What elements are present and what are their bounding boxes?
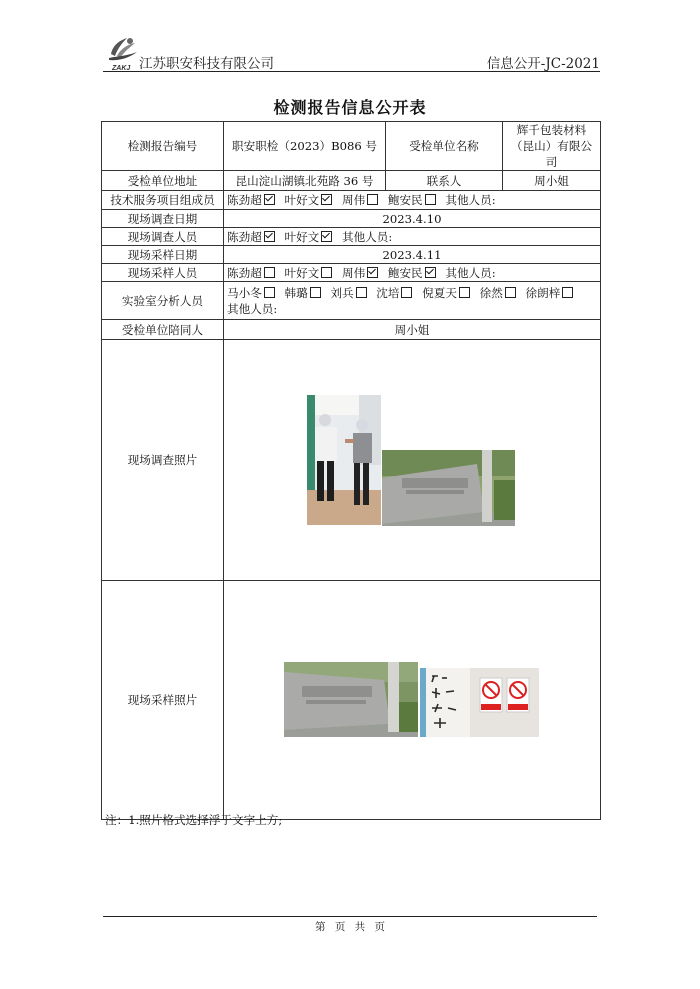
team-other: 其他人员: xyxy=(445,193,496,207)
checkbox-empty-icon[interactable] xyxy=(264,267,275,278)
lab-analyst-6: 徐朗梓 xyxy=(525,285,561,300)
footer-rule xyxy=(103,916,597,917)
survey-date-value: 2023.4.10 xyxy=(224,210,601,228)
sampling-photos-label: 现场采样照片 xyxy=(102,581,224,820)
checkbox-empty-icon[interactable] xyxy=(425,194,436,205)
lab-other: 其他人员: xyxy=(227,301,278,316)
team-member-0: 陈劲超 xyxy=(227,193,262,207)
survey-photo-workshop xyxy=(307,395,381,525)
checkbox-checked-icon[interactable] xyxy=(425,267,436,278)
sampler-0: 陈劲超 xyxy=(227,265,262,280)
unit-name-value: 辉千包装材料（昆山）有限公司 xyxy=(503,122,601,171)
checkbox-empty-icon[interactable] xyxy=(321,267,332,278)
surveyors-label: 现场调查人员 xyxy=(102,228,224,246)
sampling-photos-cell xyxy=(224,581,601,820)
sampling-photo-notices xyxy=(420,668,539,737)
page-title: 检测报告信息公开表 xyxy=(273,98,427,117)
checkbox-empty-icon[interactable] xyxy=(401,287,412,298)
row-escort xyxy=(102,320,601,340)
surveyors-other: 其他人员: xyxy=(341,229,393,244)
survey-photo-sign xyxy=(382,450,515,526)
sampler-2: 周伟 xyxy=(341,265,366,280)
company-name: 江苏职安科技有限公司 xyxy=(139,56,274,72)
row-sampling-photos xyxy=(102,581,601,820)
checkbox-checked-icon[interactable] xyxy=(321,231,332,242)
surveyors xyxy=(224,228,601,246)
page-footer: 第 页 共 页 xyxy=(314,921,385,933)
footnote: 注：1.照片格式选择浮于文字上方; xyxy=(105,813,283,827)
row-team xyxy=(102,191,601,210)
samplers xyxy=(224,264,601,282)
sampler-1: 叶好文 xyxy=(284,265,320,280)
team-member-1: 叶好文 xyxy=(284,193,320,207)
lab-label: 实验室分析人员 xyxy=(102,282,224,320)
samplers-label: 现场采样人员 xyxy=(102,264,224,282)
row-report-number xyxy=(102,122,601,171)
report-number-label: 检测报告编号 xyxy=(102,122,224,171)
checkbox-empty-icon[interactable] xyxy=(356,287,367,298)
survey-photos-cell xyxy=(224,340,601,581)
row-survey-photos xyxy=(102,340,601,581)
checkbox-checked-icon[interactable] xyxy=(264,194,275,205)
checkbox-empty-icon[interactable] xyxy=(310,287,321,298)
checkbox-empty-icon[interactable] xyxy=(459,287,470,298)
row-samplers xyxy=(102,264,601,282)
row-address xyxy=(102,171,601,191)
survey-date-label: 现场调查日期 xyxy=(102,210,224,228)
contact-value: 周小姐 xyxy=(503,171,601,191)
sampling-date-label: 现场采样日期 xyxy=(102,246,224,264)
surveyor-0: 陈劲超 xyxy=(227,229,262,244)
escort-label: 受检单位陪同人 xyxy=(102,320,224,340)
report-number-value: 职安职检（2023）B086 号 xyxy=(224,122,386,171)
checkbox-empty-icon[interactable] xyxy=(367,194,378,205)
escort-value: 周小姐 xyxy=(224,320,601,340)
samplers-other: 其他人员: xyxy=(445,265,496,280)
checkbox-checked-icon[interactable] xyxy=(321,194,332,205)
checkbox-empty-icon[interactable] xyxy=(264,287,275,298)
checkbox-checked-icon[interactable] xyxy=(367,267,378,278)
survey-photos-label: 现场调查照片 xyxy=(102,340,224,581)
team-members xyxy=(224,191,601,210)
checkbox-empty-icon[interactable] xyxy=(562,287,573,298)
page-header xyxy=(103,34,600,72)
team-member-3: 鲍安民 xyxy=(387,193,423,207)
row-sampling-date xyxy=(102,246,601,264)
lab-analyst-0: 马小冬 xyxy=(227,285,262,300)
address-value: 昆山淀山湖镇北苑路 36 号 xyxy=(224,171,386,191)
lab-analyst-2: 刘兵 xyxy=(330,285,354,300)
logo-text: ZAKJ xyxy=(112,65,131,72)
lab-analyst-3: 沈培 xyxy=(376,285,400,300)
row-survey-date xyxy=(102,210,601,228)
team-member-2: 周伟 xyxy=(341,193,366,207)
unit-name-label: 受检单位名称 xyxy=(386,122,503,171)
company-logo xyxy=(103,34,143,72)
address-label: 受检单位地址 xyxy=(102,171,224,191)
checkbox-checked-icon[interactable] xyxy=(264,231,275,242)
team-label: 技术服务项目组成员 xyxy=(102,191,224,210)
checkbox-empty-icon[interactable] xyxy=(505,287,516,298)
sampling-photo-sign xyxy=(284,662,418,737)
surveyor-1: 叶好文 xyxy=(284,229,320,244)
document-code: 信息公开-JC-2021 xyxy=(486,56,600,72)
row-lab xyxy=(102,282,601,320)
sampling-date-value: 2023.4.11 xyxy=(224,246,601,264)
report-info-table xyxy=(101,121,601,820)
contact-label: 联系人 xyxy=(386,171,503,191)
lab-analyst-1: 韩璐 xyxy=(284,285,308,300)
header-rule xyxy=(103,71,600,72)
lab-analyst-4: 倪夏天 xyxy=(422,285,457,300)
lab-analysts xyxy=(224,282,601,320)
lab-analyst-5: 徐然 xyxy=(479,285,503,300)
row-surveyors xyxy=(102,228,601,246)
sampler-3: 鲍安民 xyxy=(387,265,423,280)
